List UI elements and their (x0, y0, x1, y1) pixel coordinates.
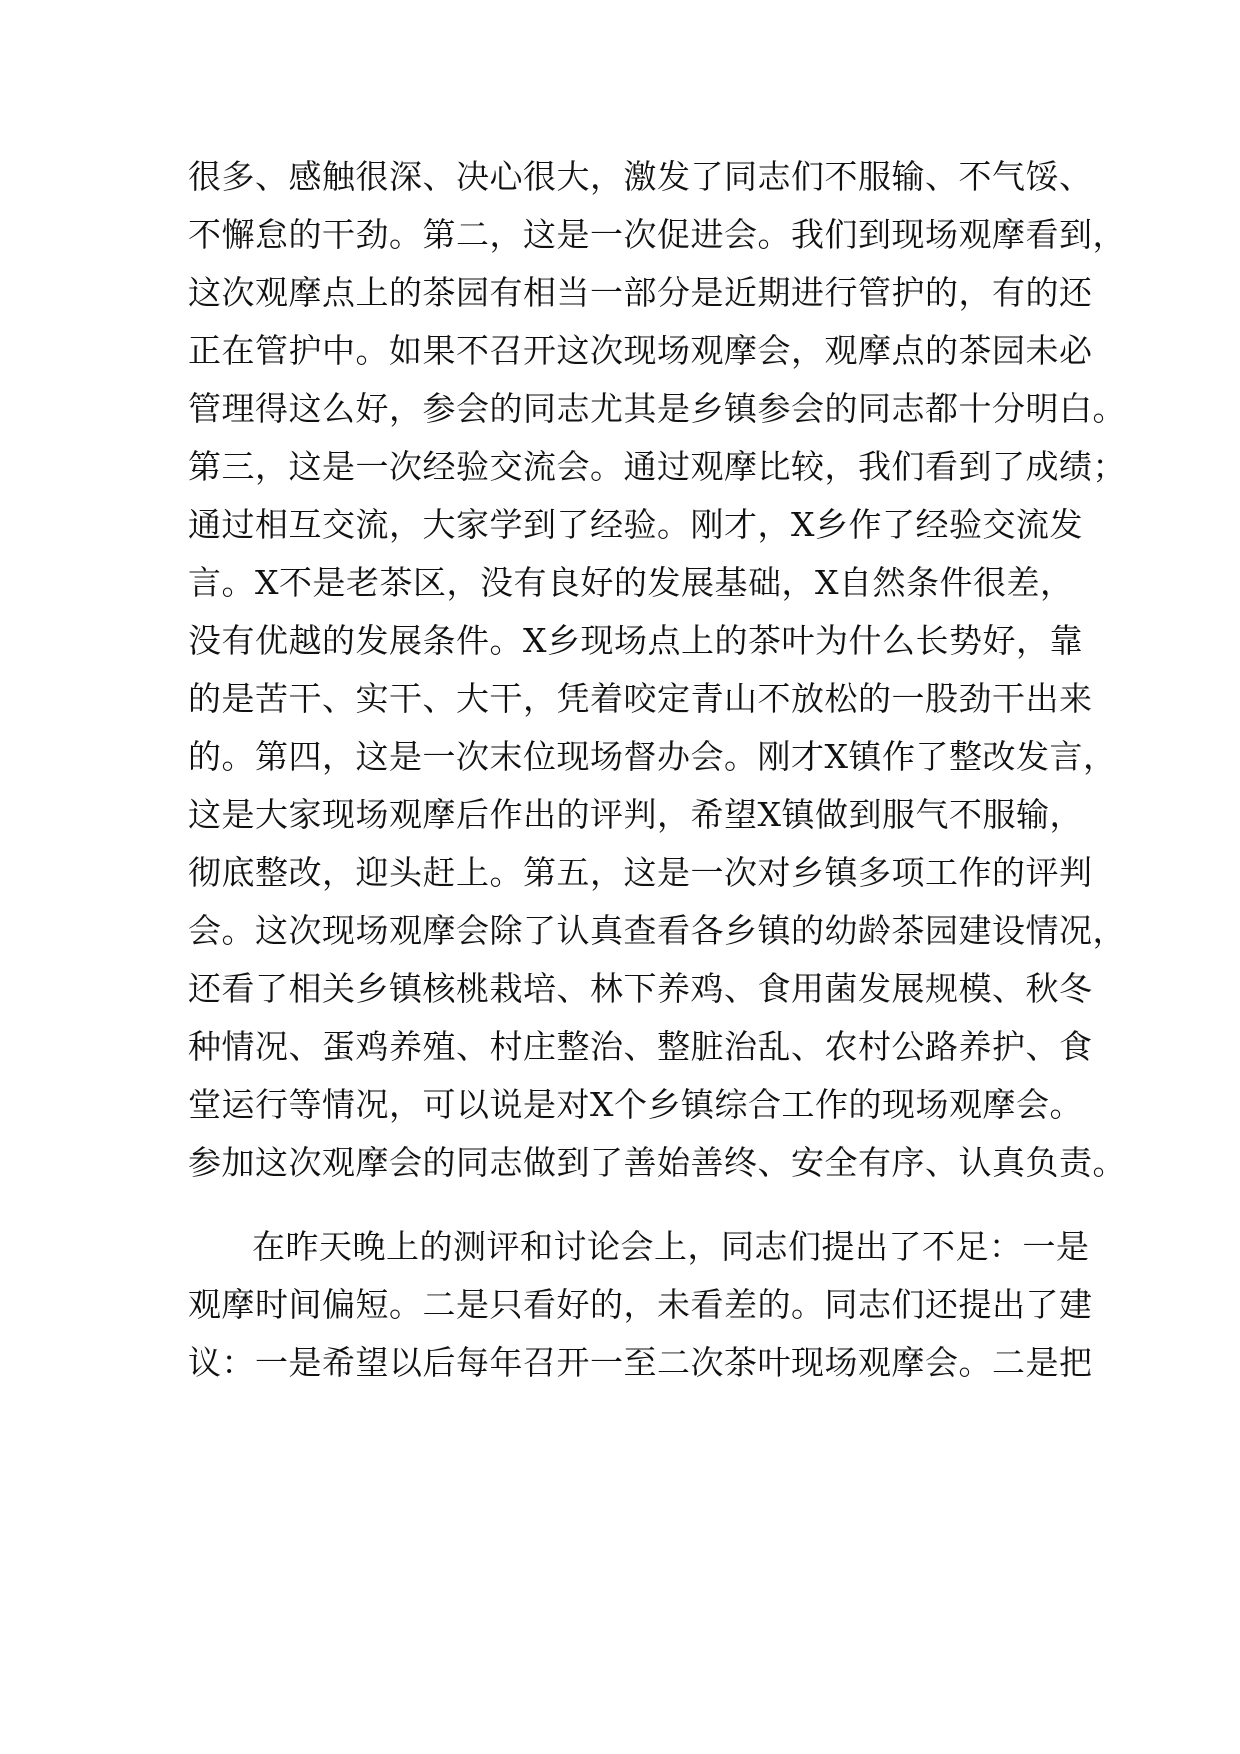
text-line: 没有优越的发展条件。X乡现场点上的茶叶为什么长势好，靠 (188, 621, 1083, 660)
paragraph-start-line: 在昨天晚上的测评和讨论会上，同志们提出了不足：一是 (252, 1227, 1090, 1266)
text-line: 管理得这么好，参会的同志尤其是乡镇参会的同志都十分明白。 (188, 389, 1126, 428)
text-line: 很多、感触很深、决心很大，激发了同志们不服输、不气馁、 (188, 157, 1093, 196)
text-line: 不懈怠的干劲。第二，这是一次促进会。我们到现场观摩看到， (188, 215, 1126, 254)
text-line: 言。X不是老茶区，没有良好的发展基础，X自然条件很差， (188, 563, 1074, 602)
text-line: 种情况、蛋鸡养殖、村庄整治、整脏治乱、农村公路养护、食 (188, 1027, 1093, 1066)
text-line: 第三，这是一次经验交流会。通过观摩比较，我们看到了成绩； (188, 447, 1126, 486)
text-line: 正在管护中。如果不召开这次现场观摩会，观摩点的茶园未必 (188, 331, 1093, 370)
text-line: 的。第四，这是一次末位现场督办会。刚才X镇作了整改发言， (188, 737, 1117, 776)
text-line: 参加这次观摩会的同志做到了善始善终、安全有序、认真负责。 (188, 1143, 1126, 1182)
text-line: 通过相互交流，大家学到了经验。刚才，X乡作了经验交流发 (188, 505, 1083, 544)
text-line: 这是大家现场观摩后作出的评判，希望X镇做到服气不服输， (188, 795, 1083, 834)
text-line: 彻底整改，迎头赶上。第五，这是一次对乡镇多项工作的评判 (188, 853, 1093, 892)
text-line: 会。这次现场观摩会除了认真查看各乡镇的幼龄茶园建设情况， (188, 911, 1126, 950)
text-line: 议：一是希望以后每年召开一至二次茶叶现场观摩会。二是把 (188, 1343, 1093, 1382)
text-line: 这次观摩点上的茶园有相当一部分是近期进行管护的，有的还 (188, 273, 1093, 312)
text-line: 观摩时间偏短。二是只看好的，未看差的。同志们还提出了建 (188, 1285, 1093, 1324)
text-line: 还看了相关乡镇核桃栽培、林下养鸡、食用菌发展规模、秋冬 (188, 969, 1093, 1008)
text-line: 的是苦干、实干、大干，凭着咬定青山不放松的一股劲干出来 (188, 679, 1093, 718)
text-line: 堂运行等情况，可以说是对X个乡镇综合工作的现场观摩会。 (188, 1085, 1083, 1124)
